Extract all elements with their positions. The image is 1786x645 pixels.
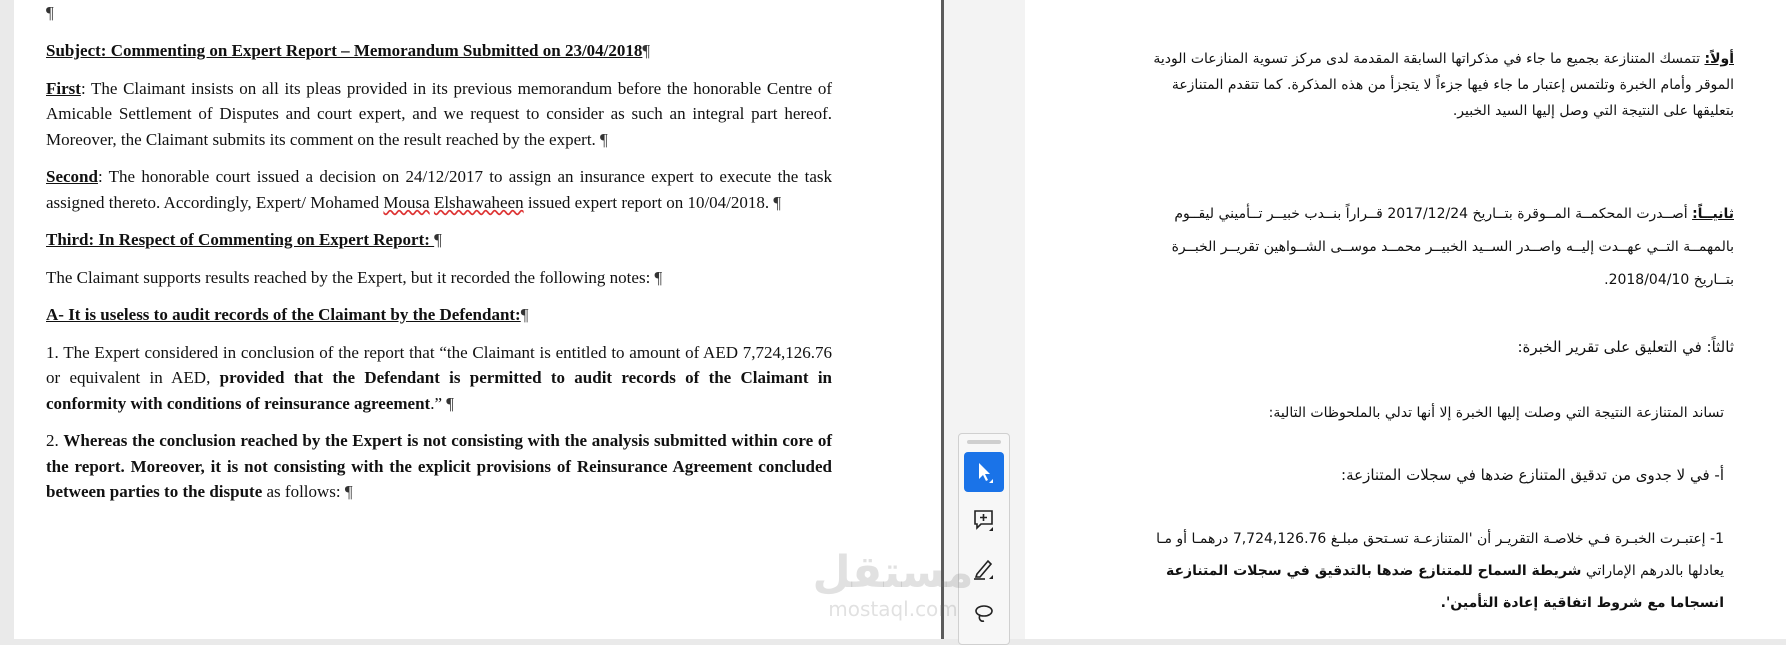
add-comment-icon [971, 507, 997, 533]
arabic-paragraph-second: ثانيــاً: أصــدرت المحكمــة المــوقرة بتــاريخ 2017/12/24 قــراراً بنــدب خبيــر تــأميني ليقــوم بالمهمــة التــي عهــدت إليــه واصــدر الســيد الخبيــر محمــد موســى الشــواهين تقريــر الخبــرة بتــاريخ 2018/04/10. [1171, 206, 1734, 288]
select-arrow-icon [971, 459, 997, 485]
arabic-paragraph-first: أولاً: تتمسك المتنازعة بجميع ما جاء في مذكراتها السابقة المقدمة لدى مركز تسوية المنازعات الودية الموقر وأمام الخبرة وتلتمس إعتبار ما جاء فيها جزءاً لا يتجزأ من هذه المذكرة. كما تتقدم المتنازعة بتعليقها على النتيجة التي وصل إليها السيد الخبير. [1153, 51, 1734, 119]
item-1-paragraph: 1. The Expert considered in conclusion of the report that “the Claimant is entitled to amount of AED 7,724,126.76 or equivalent in AED, provided that the Defendant is permitted to audit records of the Claimant in conformity with conditions of reinsurance agreement.” ¶ [46, 342, 832, 413]
arabic-a-heading: أ- في لا جدوى من تدقيق المتنازع ضدها في سجلات المتنازعة: [1341, 466, 1724, 484]
arabic-third-heading: ثالثاً: في التعليق على تقرير الخبرة: [1517, 338, 1734, 356]
empty-paragraph: ¶ [46, 3, 54, 22]
misspelled-word[interactable]: Elshawaheen [433, 192, 524, 212]
second-paragraph: Second: The honorable court issued a decision on 24/12/2017 to assign an insurance expert to execute the task assigned thereto. Accordingly, Expert/ Mohamed Mousa Elshawaheen issued expert report on 10/04/2018. ¶ [46, 167, 832, 212]
first-paragraph: First: The Claimant insists on all its pleas provided in its previous memorandum before the honorable Centre of Amicable Settlement of Disputes and court expert, and we request to consider as such an integral part hereof. Moreover, the Claimant submits its comment on the result reached by the expert. ¶ [46, 78, 832, 149]
english-document-body [46, 0, 832, 517]
add-comment-button[interactable] [964, 500, 1004, 540]
a-heading: A- It is useless to audit records of the Claimant by the Defendant:¶ [46, 305, 529, 324]
arabic-document-page [1025, 0, 1786, 639]
toolbar-grip[interactable] [967, 440, 1001, 444]
english-document-page [14, 0, 944, 639]
select-tool-button[interactable] [964, 452, 1004, 492]
misspelled-word[interactable]: Mousa [383, 192, 430, 212]
supports-paragraph: The Claimant supports results reached by the Expert, but it recorded the following notes: ¶ [46, 267, 663, 287]
subject-line: Subject: Commenting on Expert Report – Memorandum Submitted on 23/04/2018¶ [46, 41, 651, 60]
item-2-paragraph: 2. Whereas the conclusion reached by the Expert is not consisting with the analysis submitted within core of the report. Moreover, it is not consisting with the explicit provisions of Reinsurance Agreement concluded between parties to the dispute as follows: ¶ [46, 431, 832, 501]
arabic-item-1-paragraph: 1- إعتبـرت الخبـرة فـي خلاصـة التقريـر أن 'المتنازعـة تسـتحق مبلـغ 7,724,126.76 درهمـا أو مـا يعادلها بالدرهم الإماراتي شريطة السماح للمتنازع ضدها بالتدقيق في سجلات المتنازعة انسجاما مع شروط اتفاقية إعادة التأمين'. [1156, 531, 1724, 611]
third-heading: Third: In Respect of Commenting on Expert Report: ¶ [46, 230, 442, 249]
watermark-logo: مستقل mostaql.com [812, 547, 974, 621]
arabic-supports-paragraph: تساند المتنازعة النتيجة التي وصلت إليها الخبرة إلا أنها تدلي بالملحوظات التالية: [1268, 405, 1724, 421]
